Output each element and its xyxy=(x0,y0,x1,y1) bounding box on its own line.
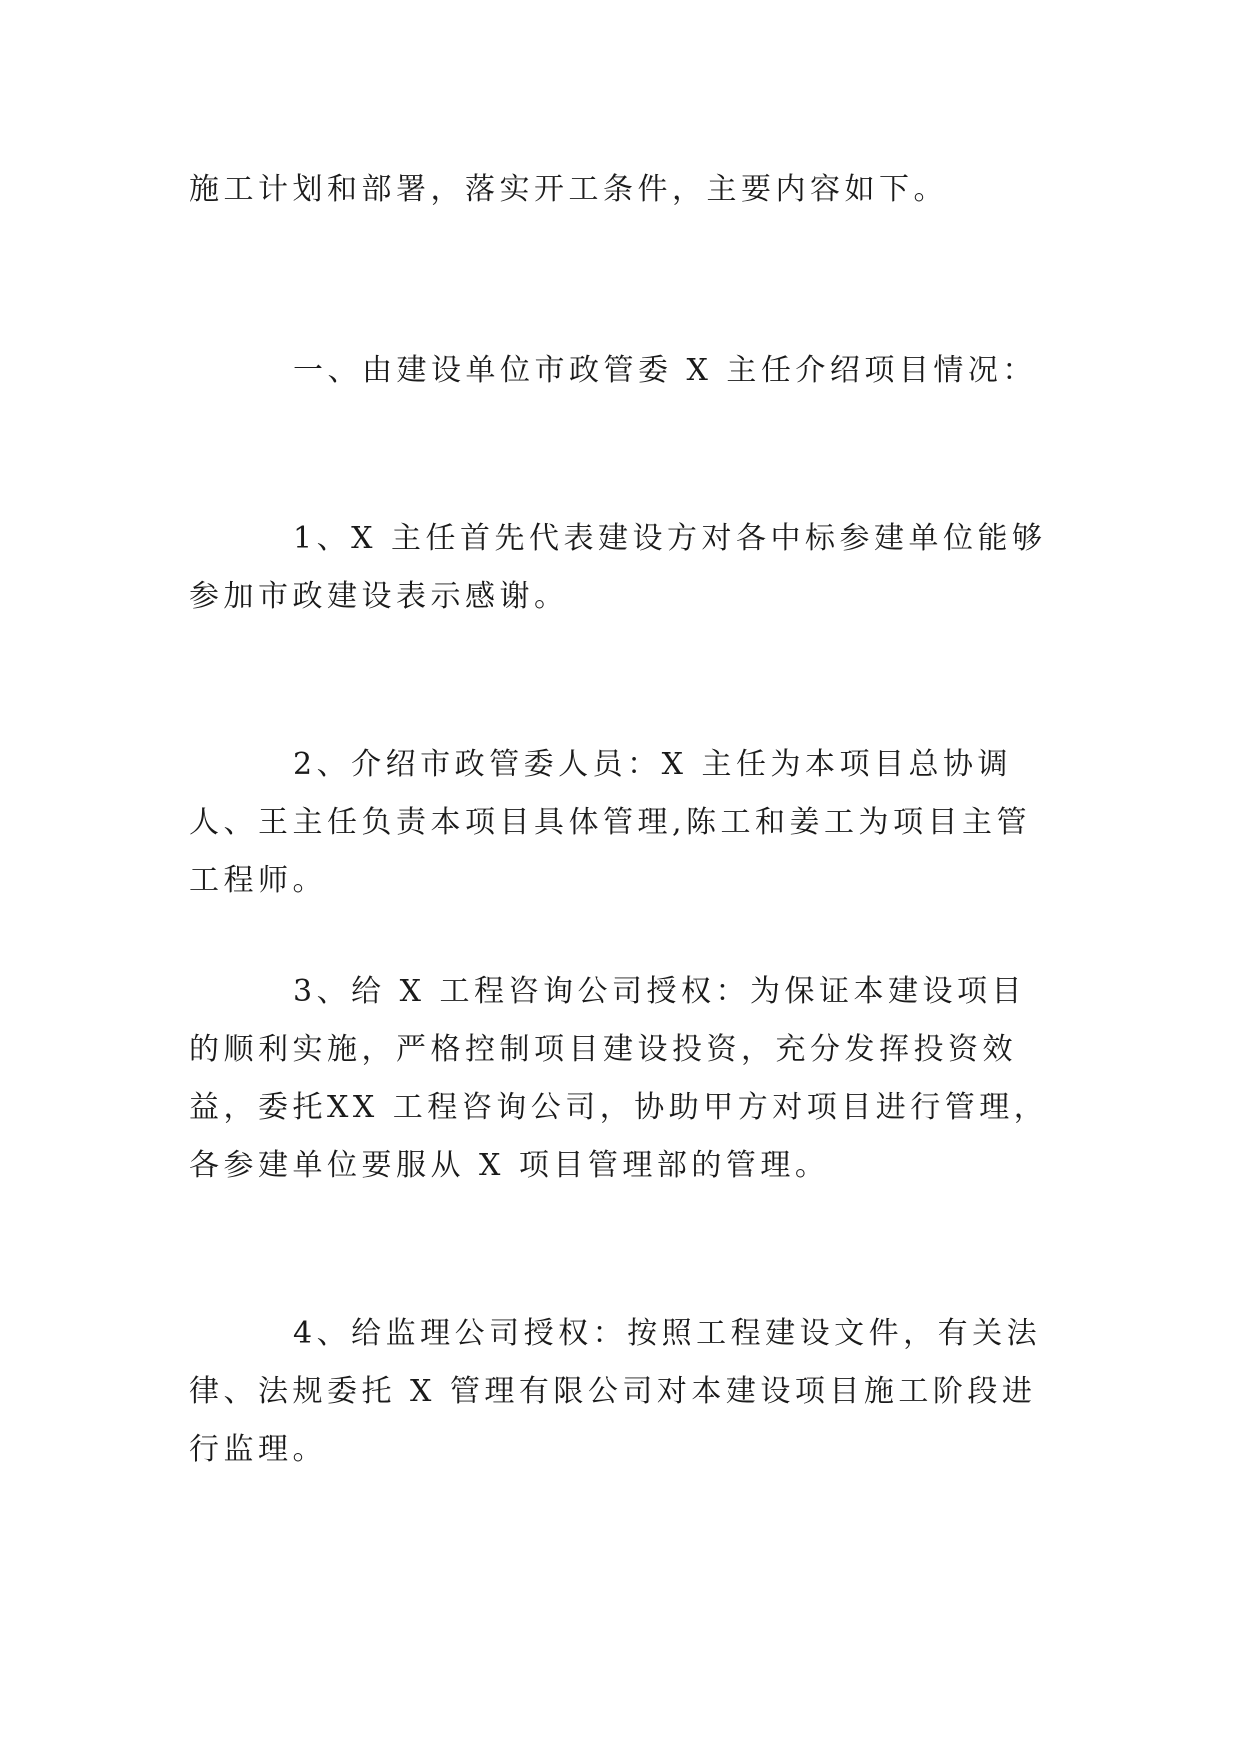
list-item-2: 2、介绍市政管委人员：X 主任为本项目总协调人、王主任负责本项目具体管理,陈工和姜工为项目主管工程师。 xyxy=(189,747,1032,898)
list-item-4: 4、给监理公司授权：按照工程建设文件，有关法律、法规委托 X 管理有限公司对本建设项目施工阶段进行监理。 xyxy=(189,1316,1042,1467)
section-heading-1: 一、由建设单位市政管委 X 主任介绍项目情况： xyxy=(293,353,1037,388)
list-item-1: 1、X 主任首先代表建设方对各中标参建单位能够参加市政建设表示感谢。 xyxy=(189,521,1047,614)
paragraph-continuation: 施工计划和部署，落实开工条件，主要内容如下。 xyxy=(189,172,948,207)
list-item-3: 3、给 X 工程咨询公司授权：为保证本建设项目的顺利实施，严格控制项目建设投资，充分发挥投资效益，委托XX 工程咨询公司，协助甲方对项目进行管理，各参建单位要服从 X 项目管理部的管理。 xyxy=(189,974,1049,1183)
